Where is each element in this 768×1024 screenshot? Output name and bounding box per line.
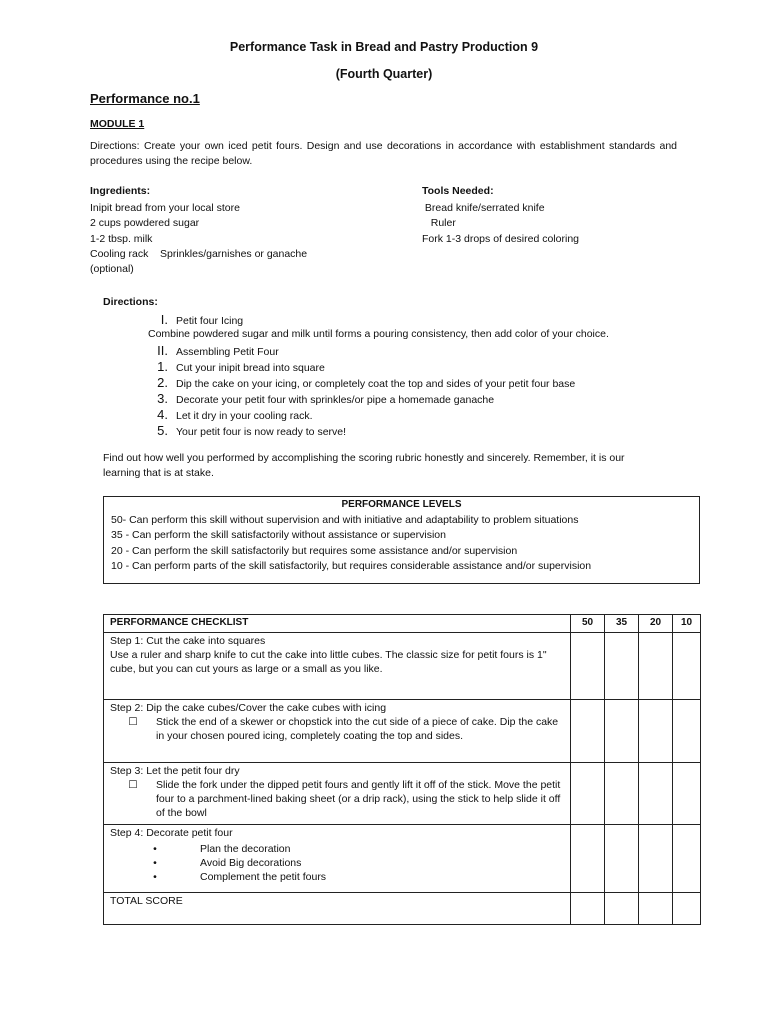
score-cell[interactable]: [673, 700, 701, 763]
score-cell[interactable]: [571, 825, 605, 893]
directions-intro: Directions: Create your own iced petit fours. Design and use decorations in accordance with establishment standards and procedures using the recipe below.: [90, 140, 677, 168]
score-cell[interactable]: [605, 763, 639, 825]
document-subtitle: (Fourth Quarter): [335, 67, 433, 81]
section-1-title: Petit four Icing: [176, 315, 244, 327]
step-text: Your petit four is now ready to serve!: [176, 426, 347, 438]
tool-item: Ruler: [422, 217, 456, 230]
section-1-text: Combine powdered sugar and milk until forms a pouring consistency, then add color of your choice.: [148, 328, 609, 340]
step-4-bullet: [110, 842, 564, 856]
score-cell[interactable]: [639, 633, 673, 700]
score-cell[interactable]: [605, 825, 639, 893]
box-icon: ☐: [128, 779, 138, 791]
tool-item: Fork 1-3 drops of desired coloring: [422, 232, 579, 245]
document-title: Performance Task in Bread and Pastry Production 9: [229, 40, 539, 54]
section-2-number: II.: [157, 343, 168, 358]
ingredient-item: Inipit bread from your local store: [90, 202, 240, 215]
bullet-icon: •: [153, 871, 157, 883]
step-4-bullet-text: Plan the decoration: [200, 843, 291, 855]
performance-checklist-table: [103, 614, 701, 925]
step-1-text: Use a ruler and sharp knife to cut the cake into little cubes. The classic size for petit fours is 1" cube, but you can cut yours as large or a small as you like.: [110, 649, 547, 675]
find-out-paragraph: Find out how well you performed by accomplishing the scoring rubric honestly and sincerely. Remember, it is our learning that is at stake.: [103, 452, 625, 480]
checklist-heading: PERFORMANCE CHECKLIST: [104, 615, 571, 633]
step-2-bullet: [110, 715, 564, 743]
step-1-cell: [104, 633, 571, 700]
performance-level-line: 20 - Can perform the skill satisfactorily but requires some assistance and/or supervision: [111, 544, 518, 557]
score-cell[interactable]: [571, 893, 605, 925]
tools-section: [422, 184, 702, 247]
module-heading: MODULE 1: [90, 118, 145, 130]
score-cell[interactable]: [673, 763, 701, 825]
step-text: Decorate your petit four with sprinkles/or pipe a homemade ganache: [176, 394, 495, 406]
ingredient-item: 1-2 tbsp. milk: [90, 232, 153, 245]
step-4-bullet: [110, 870, 564, 884]
step-number: 2.: [157, 375, 168, 390]
tools-label: Tools Needed:: [422, 185, 494, 197]
score-cell[interactable]: [639, 700, 673, 763]
score-cell[interactable]: [639, 763, 673, 825]
ingredient-item: Cooling rack Sprinkles/garnishes or ganache: [90, 247, 308, 260]
score-header-10: 10: [673, 615, 701, 633]
direction-step: [136, 422, 346, 441]
score-cell[interactable]: [639, 893, 673, 925]
score-header-35: 35: [605, 615, 639, 633]
score-cell[interactable]: [605, 700, 639, 763]
step-number: 5.: [157, 423, 168, 438]
step-text: Dip the cake on your icing, or completely coat the top and sides of your petit four base: [176, 378, 576, 390]
table-row: [104, 700, 701, 763]
score-cell[interactable]: [571, 633, 605, 700]
step-4-bullet-text: Avoid Big decorations: [200, 857, 302, 869]
ingredient-item: (optional): [90, 263, 134, 276]
score-cell[interactable]: [571, 700, 605, 763]
performance-levels-box: [103, 496, 700, 584]
score-header-20: 20: [639, 615, 673, 633]
table-row: [104, 825, 701, 893]
performance-level-line: 35 - Can perform the skill satisfactorily without assistance or supervision: [111, 529, 446, 541]
step-3-cell: [104, 763, 571, 825]
score-cell[interactable]: [605, 633, 639, 700]
box-icon: ☐: [128, 716, 138, 728]
performance-level-line: 50- Can perform this skill without supervision and with initiative and adaptability to problem situations: [111, 513, 579, 526]
score-header-50: 50: [571, 615, 605, 633]
total-score-label: TOTAL SCORE: [104, 893, 571, 925]
ingredients-section: [90, 184, 410, 277]
step-2-title: Step 2: Dip the cake cubes/Cover the cake cubes with icing: [110, 702, 387, 714]
score-cell[interactable]: [673, 893, 701, 925]
step-3-title: Step 3: Let the petit four dry: [110, 765, 240, 777]
table-row: [104, 763, 701, 825]
table-header-row: [104, 615, 701, 633]
step-text: Cut your inipit bread into square: [176, 362, 325, 374]
step-number: 3.: [157, 391, 168, 406]
performance-number-heading: Performance no.1: [90, 91, 200, 106]
score-cell[interactable]: [571, 763, 605, 825]
directions-label: Directions:: [103, 296, 158, 308]
step-3-bullet: [110, 778, 564, 820]
tool-item: Bread knife/serrated knife: [422, 202, 545, 215]
step-4-bullet-text: Complement the petit fours: [200, 871, 327, 883]
performance-level-line: 10 - Can perform parts of the skill satisfactorily, but requires considerable assistance and/or supervision: [111, 560, 592, 572]
table-row: [104, 633, 701, 700]
step-number: 4.: [157, 407, 168, 422]
score-cell[interactable]: [673, 825, 701, 893]
step-2-cell: [104, 700, 571, 763]
bullet-icon: •: [153, 843, 157, 855]
section-1-number: I.: [160, 312, 168, 327]
section-2-title: Assembling Petit Four: [176, 346, 279, 358]
ingredient-item: 2 cups powdered sugar: [90, 217, 200, 230]
step-number: 1.: [157, 359, 168, 374]
step-4-title: Step 4: Decorate petit four: [110, 827, 233, 839]
bullet-icon: •: [153, 857, 157, 869]
step-4-cell: [104, 825, 571, 893]
step-1-title: Step 1: Cut the cake into squares: [110, 635, 266, 647]
ingredients-label: Ingredients:: [90, 185, 151, 197]
step-3-text: Slide the fork under the dipped petit fours and gently lift it off of the stick. Move the petit four to a parchment-lined baking sheet (or a drip rack), using the stick to help slide it off of the bowl: [156, 779, 561, 819]
step-2-text: Stick the end of a skewer or chopstick into the cut side of a piece of cake. Dip the cake in your chosen poured icing, completely coating the top and sides.: [156, 716, 559, 742]
score-cell[interactable]: [673, 633, 701, 700]
score-cell[interactable]: [605, 893, 639, 925]
performance-levels-heading: PERFORMANCE LEVELS: [341, 499, 462, 510]
score-cell[interactable]: [639, 825, 673, 893]
step-text: Let it dry in your cooling rack.: [176, 410, 313, 422]
total-score-row: [104, 893, 701, 925]
step-4-bullet: [110, 856, 564, 870]
